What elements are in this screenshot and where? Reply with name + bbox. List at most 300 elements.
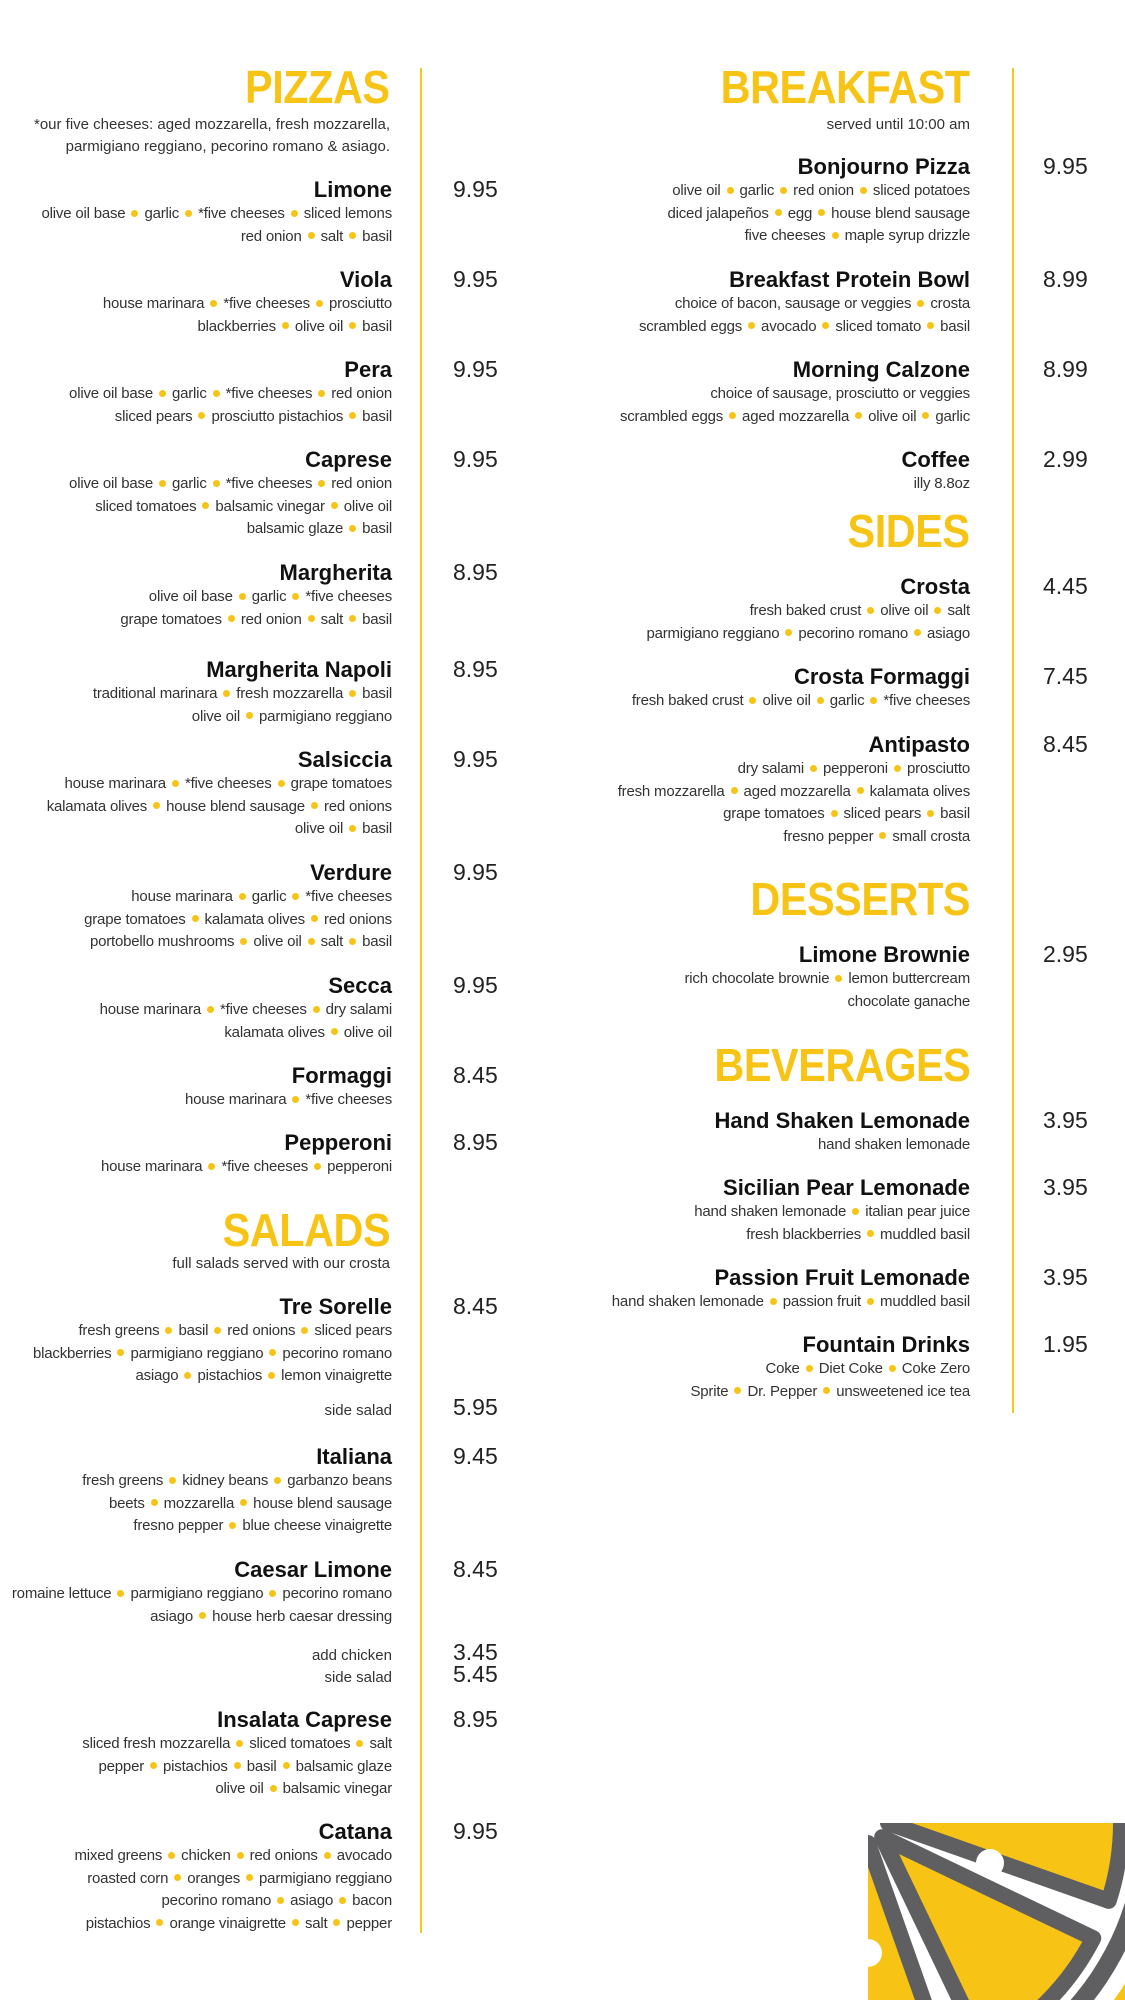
lemon-segment: [882, 1598, 1093, 1809]
item-name: Crosta: [900, 574, 970, 599]
ingredient: passion fruit: [782, 1293, 862, 1310]
separator-dot: [311, 915, 318, 922]
menu-item-crosta-formaggi: [632, 664, 970, 713]
item-description: [82, 1493, 392, 1516]
ingredient: olive oil: [343, 1023, 392, 1041]
ingredient: garlic: [829, 692, 865, 709]
item-description: [618, 758, 970, 781]
item-price: 1.95: [1043, 1331, 1088, 1357]
menu-item-viola: [103, 267, 392, 338]
ingredient: pecorino romano: [161, 1892, 272, 1909]
item-description: [84, 931, 392, 954]
separator-dot: [927, 322, 934, 329]
item-description: [84, 909, 392, 932]
separator-dot: [292, 893, 299, 900]
separator-dot: [246, 712, 253, 719]
item-price: 3.95: [1043, 1174, 1088, 1200]
separator-dot: [269, 1349, 276, 1356]
ingredient: fresh mozzarella: [617, 782, 725, 800]
separator-dot: [229, 1522, 236, 1529]
item-price: 8.95: [453, 1129, 498, 1155]
menu-item-insalata-caprese: [82, 1707, 392, 1801]
separator-dot: [240, 1499, 247, 1506]
extra-label: side salad: [324, 1669, 392, 1686]
ingredient: parmigiano reggiano: [259, 1869, 392, 1887]
menu-item-limone-brownie: [684, 942, 970, 1013]
item-description: [84, 886, 392, 909]
menu-item-caesar-limone: [12, 1557, 392, 1628]
extra-price: 5.95: [453, 1394, 498, 1420]
separator-dot: [236, 1740, 243, 1747]
separator-dot: [349, 690, 356, 697]
menu-item-passion-fruit-lemonade: [612, 1265, 970, 1314]
ingredient: mixed greens: [74, 1847, 163, 1864]
item-price: 2.95: [1043, 941, 1088, 967]
item-price: 9.95: [453, 446, 498, 472]
item-description: [612, 1291, 970, 1314]
item-description: [101, 1156, 392, 1179]
separator-dot: [855, 412, 862, 419]
ingredient: garlic: [251, 588, 287, 605]
ingredient: fresno pepper: [783, 827, 874, 845]
ingredient: basil: [178, 1322, 209, 1339]
ingredient: basil: [362, 520, 392, 537]
ingredient: salt: [369, 1735, 392, 1752]
item-description: [33, 1343, 392, 1366]
item-name: Caesar Limone: [234, 1557, 392, 1582]
menu-item-breakfast-protein-bowl: [639, 267, 970, 338]
item-price: 9.95: [453, 356, 498, 382]
item-name: Insalata Caprese: [217, 1707, 392, 1732]
extra-price: 5.45: [453, 1661, 498, 1687]
separator-dot: [860, 187, 867, 194]
ingredient: kalamata olives: [869, 782, 970, 800]
separator-dot: [150, 1762, 157, 1769]
menu-item-formaggi: [185, 1063, 392, 1112]
separator-dot: [268, 1372, 275, 1379]
ingredient: kalamata olives: [224, 1023, 325, 1041]
ingredient: traditional marinara: [92, 685, 218, 702]
item-description: [69, 383, 392, 406]
ingredient: kalamata olives: [46, 797, 148, 815]
separator-dot: [889, 1365, 896, 1372]
item-description: [646, 623, 970, 646]
item-name: Pepperoni: [284, 1130, 392, 1155]
separator-dot: [278, 780, 285, 787]
separator-dot: [831, 810, 838, 817]
separator-dot: [184, 1372, 191, 1379]
item-description: [667, 225, 970, 248]
ingredient: pepperoni: [327, 1158, 392, 1175]
separator-dot: [349, 412, 356, 419]
pizzas-title: PIZZAS: [245, 61, 390, 113]
ingredient: red onion: [240, 227, 302, 245]
separator-dot: [349, 525, 356, 532]
item-description: [620, 406, 970, 429]
ingredient: salt: [947, 602, 970, 619]
separator-dot: [823, 1387, 830, 1394]
menu-item-verdure: [84, 860, 392, 954]
menu-item-morning-calzone: [620, 357, 970, 428]
item-description: [82, 1470, 392, 1493]
separator-dot: [835, 975, 842, 982]
item-price: 8.45: [1043, 731, 1088, 757]
separator-dot: [277, 1897, 284, 1904]
separator-dot: [308, 615, 315, 622]
item-price: 9.95: [453, 746, 498, 772]
ingredient: prosciutto: [328, 295, 392, 312]
separator-dot: [917, 300, 924, 307]
menu-item-secca: [100, 973, 392, 1044]
ingredient: olive oil: [762, 692, 811, 709]
ingredient: beets: [108, 1494, 145, 1512]
ingredient: rich chocolate brownie: [684, 970, 830, 987]
ingredient: Diet Coke: [818, 1360, 883, 1377]
separator-dot: [934, 607, 941, 614]
item-name: Pera: [344, 357, 392, 382]
separator-dot: [213, 390, 220, 397]
ingredient: aged mozzarella: [742, 407, 850, 425]
ingredient: fresh mozzarella: [236, 685, 344, 702]
ingredient: olive oil: [868, 407, 917, 425]
separator-dot: [749, 697, 756, 704]
ingredient: scrambled eggs: [638, 317, 743, 335]
item-description: [639, 316, 970, 339]
item-description: [82, 1515, 392, 1538]
ingredient: house marinara: [64, 775, 166, 792]
separator-dot: [318, 480, 325, 487]
item-description: [33, 1365, 392, 1388]
ingredient: red onion: [331, 385, 392, 402]
ingredient: salt: [304, 1914, 328, 1932]
ingredient: olive oil base: [69, 385, 153, 402]
ingredient: asiago: [150, 1607, 194, 1625]
separator-dot: [867, 1298, 874, 1305]
separator-dot: [894, 765, 901, 772]
separator-dot: [806, 1365, 813, 1372]
separator-dot: [349, 825, 356, 832]
item-description: [47, 818, 392, 841]
separator-dot: [832, 232, 839, 239]
ingredient: house marinara: [99, 1001, 202, 1018]
item-price: 8.45: [453, 1293, 498, 1319]
ingredient: pecorino romano: [282, 1344, 392, 1362]
item-description: [120, 609, 392, 632]
ingredient: basil: [362, 933, 392, 950]
ingredient: pepperoni: [823, 760, 888, 777]
item-description: [620, 383, 970, 406]
item-price: 9.95: [453, 1818, 498, 1844]
separator-dot: [165, 1327, 172, 1334]
item-name: Fountain Drinks: [802, 1332, 970, 1357]
item-name: Sicilian Pear Lemonade: [723, 1175, 970, 1200]
separator-dot: [292, 593, 299, 600]
extra-label: side salad: [324, 1402, 392, 1419]
separator-dot: [274, 1477, 281, 1484]
item-price: 8.95: [453, 559, 498, 585]
ingredient: dry salami: [325, 1001, 392, 1018]
ingredient: red onions: [323, 910, 392, 928]
item-price: 9.95: [453, 176, 498, 202]
separator-dot: [879, 832, 886, 839]
ingredient: *five cheeses: [305, 888, 392, 905]
ingredient: olive oil base: [41, 205, 126, 222]
item-price: 7.45: [1043, 663, 1088, 689]
ingredient: olive oil: [294, 317, 344, 335]
ingredient: kalamata olives: [204, 910, 305, 928]
separator-dot: [168, 1852, 175, 1859]
ingredient: red onions: [227, 1322, 296, 1339]
item-description: [618, 781, 970, 804]
item-name: Crosta Formaggi: [793, 664, 970, 689]
menu-item-bonjourno-pizza: [667, 154, 970, 248]
ingredient: muddled basil: [880, 1293, 970, 1310]
ingredient: basil: [362, 317, 392, 335]
separator-dot: [817, 697, 824, 704]
separator-dot: [810, 765, 817, 772]
item-name: Catana: [318, 1819, 392, 1844]
item-description: [12, 1583, 392, 1606]
ingredient: basil: [362, 685, 392, 702]
separator-dot: [313, 1006, 320, 1013]
menu-item-hand-shaken-lemonade: [714, 1108, 970, 1157]
item-description: [47, 796, 392, 819]
ingredient: sliced tomatoes: [95, 497, 197, 515]
ingredient: red onions: [249, 1847, 318, 1864]
ingredient: *five cheeses: [221, 1158, 309, 1175]
ingredient: sliced fresh mozzarella: [82, 1735, 231, 1752]
item-description: [82, 1756, 392, 1779]
ingredient: *five cheeses: [198, 205, 285, 222]
item-description: [42, 226, 392, 249]
separator-dot: [292, 1096, 299, 1103]
ingredient: pepper: [98, 1757, 145, 1775]
ingredient: basil: [940, 805, 970, 822]
menu-item-fountain-drinks: [690, 1332, 970, 1403]
separator-dot: [770, 1298, 777, 1305]
item-price: 8.45: [453, 1062, 498, 1088]
ingredient: asiago: [926, 624, 970, 642]
separator-dot: [291, 210, 298, 217]
separator-dot: [283, 1762, 290, 1769]
separator-dot: [316, 300, 323, 307]
item-name: Coffee: [901, 447, 970, 472]
ingredient: pistachios: [85, 1914, 151, 1932]
separator-dot: [214, 1327, 221, 1334]
ingredient: olive oil: [294, 820, 344, 837]
ingredient: grape tomatoes: [290, 775, 392, 792]
separator-dot: [775, 209, 782, 216]
menu-item-sicilian-pear-lemonade: [694, 1175, 970, 1246]
ingredient: hand shaken lemonade: [818, 1136, 970, 1153]
ingredient: fresh blackberries: [746, 1225, 862, 1243]
ingredient: *five cheeses: [220, 1001, 307, 1018]
separator-dot: [731, 787, 738, 794]
item-description: [75, 1913, 393, 1936]
menu-item-limone: [42, 177, 392, 248]
separator-dot: [174, 1874, 181, 1881]
separator-dot: [223, 690, 230, 697]
item-description: [694, 1224, 970, 1247]
ingredient: Dr. Pepper: [747, 1382, 818, 1400]
ingredient: roasted corn: [87, 1869, 169, 1887]
breakfast-note: served until 10:00 am: [826, 116, 970, 133]
left-divider: [420, 68, 422, 1933]
ingredient: egg: [787, 204, 813, 222]
separator-dot: [151, 1499, 158, 1506]
ingredient: choice of bacon, sausage or veggies: [674, 295, 912, 312]
ingredient: olive oil base: [148, 588, 233, 605]
item-description: [639, 293, 970, 316]
item-description: [667, 203, 970, 226]
separator-dot: [780, 187, 787, 194]
ingredient: asiago: [290, 1892, 334, 1909]
ingredient: olive oil: [343, 497, 392, 515]
ingredient: portobello mushrooms: [89, 933, 235, 950]
item-description: [618, 826, 970, 849]
ingredient: olive oil: [672, 182, 721, 199]
menu-item-margherita: [120, 560, 392, 631]
ingredient: garlic: [171, 385, 207, 402]
menu-item-antipasto: [618, 732, 970, 848]
separator-dot: [852, 1208, 859, 1215]
separator-dot: [117, 1349, 124, 1356]
item-name: Antipasto: [868, 732, 970, 757]
separator-dot: [169, 1477, 176, 1484]
separator-dot: [311, 802, 318, 809]
item-name: Salsiccia: [297, 747, 392, 772]
ingredient: olive oil: [253, 933, 302, 950]
item-name: Morning Calzone: [792, 357, 970, 382]
ingredient: bacon: [352, 1892, 392, 1909]
ingredient: garlic: [144, 205, 180, 222]
ingredient: chocolate ganache: [847, 992, 970, 1010]
ingredient: house blend sausage: [253, 1494, 392, 1512]
item-description: [103, 293, 392, 316]
ingredient: house blend sausage: [831, 204, 970, 222]
ingredient: balsamic glaze: [295, 1757, 392, 1775]
lemon-segment: [790, 1570, 946, 1803]
ingredient: *five cheeses: [184, 775, 272, 792]
separator-dot: [349, 615, 356, 622]
ingredient: salt: [320, 933, 344, 950]
item-price: 8.95: [453, 656, 498, 682]
ingredient: fresno pepper: [133, 1517, 224, 1534]
separator-dot: [349, 232, 356, 239]
ingredient: house blend sausage: [166, 797, 305, 815]
separator-dot: [867, 607, 874, 614]
ingredient: blue cheese vinaigrette: [242, 1517, 392, 1534]
item-name: Tre Sorelle: [279, 1294, 392, 1319]
ingredient: olive oil: [191, 707, 241, 725]
ingredient: grape tomatoes: [84, 910, 186, 928]
ingredient: red onion: [240, 610, 302, 628]
ingredient: choice of sausage, prosciutto or veggies: [710, 385, 970, 402]
ingredient: basil: [362, 610, 392, 628]
ingredient: maple syrup drizzle: [844, 227, 970, 244]
ingredient: blackberries: [197, 317, 276, 335]
item-name: Secca: [328, 973, 392, 998]
ingredient: Coke Zero: [901, 1360, 970, 1377]
item-name: Margherita: [279, 560, 392, 585]
lemon-segment: [643, 1837, 854, 2000]
item-description: [667, 180, 970, 203]
separator-dot: [117, 1590, 124, 1597]
item-description: [75, 1890, 393, 1913]
item-name: Viola: [339, 267, 392, 292]
ingredient: small crosta: [892, 827, 970, 845]
separator-dot: [314, 1163, 321, 1170]
ingredient: sliced pears: [314, 1322, 392, 1339]
menu-item-coffee: [902, 447, 970, 496]
ingredient: Coke: [765, 1360, 800, 1377]
ingredient: illy 8.8oz: [913, 475, 970, 492]
ingredient: parmigiano reggiano: [646, 624, 780, 642]
ingredient: parmigiano reggiano: [130, 1585, 264, 1602]
ingredient: sliced tomato: [835, 317, 922, 335]
separator-dot: [308, 938, 315, 945]
breakfast-title: BREAKFAST: [721, 61, 970, 113]
separator-dot: [324, 1852, 331, 1859]
ingredient: red onion: [331, 475, 392, 492]
ingredient: prosciutto pistachios: [211, 407, 344, 425]
separator-dot: [822, 322, 829, 329]
separator-dot: [727, 187, 734, 194]
ingredient: chicken: [181, 1847, 231, 1864]
item-description: [690, 1358, 970, 1381]
ingredient: garlic: [251, 888, 287, 905]
ingredient: basil: [362, 820, 392, 837]
item-description: [684, 991, 970, 1014]
item-description: [69, 496, 392, 519]
separator-dot: [207, 1006, 214, 1013]
separator-dot: [818, 209, 825, 216]
sides-title: SIDES: [848, 505, 970, 557]
item-description: [714, 1134, 970, 1157]
item-description: [69, 518, 392, 541]
menu-item-tre-sorelle: [33, 1294, 392, 1388]
separator-dot: [213, 480, 220, 487]
item-description: [185, 1089, 392, 1112]
item-description: [47, 773, 392, 796]
menu-item-crosta: [646, 574, 970, 645]
separator-dot: [228, 615, 235, 622]
ingredient: red onions: [323, 797, 392, 815]
menu-item-italiana: [82, 1444, 392, 1538]
item-description: [93, 706, 392, 729]
item-description: [82, 1778, 392, 1801]
menu-item-pepperoni: [101, 1130, 392, 1179]
item-name: Margherita Napoli: [206, 657, 392, 682]
item-price: 8.99: [1043, 356, 1088, 382]
separator-dot: [234, 1762, 241, 1769]
item-name: Formaggi: [291, 1063, 392, 1088]
ingredient: garlic: [935, 407, 970, 425]
separator-dot: [185, 210, 192, 217]
ingredient: basil: [362, 407, 392, 425]
ingredient: house marinara: [102, 295, 205, 312]
beverages-title: BEVERAGES: [714, 1039, 970, 1091]
separator-dot: [198, 412, 205, 419]
item-description: [618, 803, 970, 826]
item-description: [100, 999, 392, 1022]
ingredient: house marinara: [131, 888, 233, 905]
ingredient: house marinara: [101, 1158, 203, 1175]
separator-dot: [210, 300, 217, 307]
ingredient: diced jalapeños: [667, 204, 769, 222]
item-description: [103, 316, 392, 339]
separator-dot: [246, 1874, 253, 1881]
